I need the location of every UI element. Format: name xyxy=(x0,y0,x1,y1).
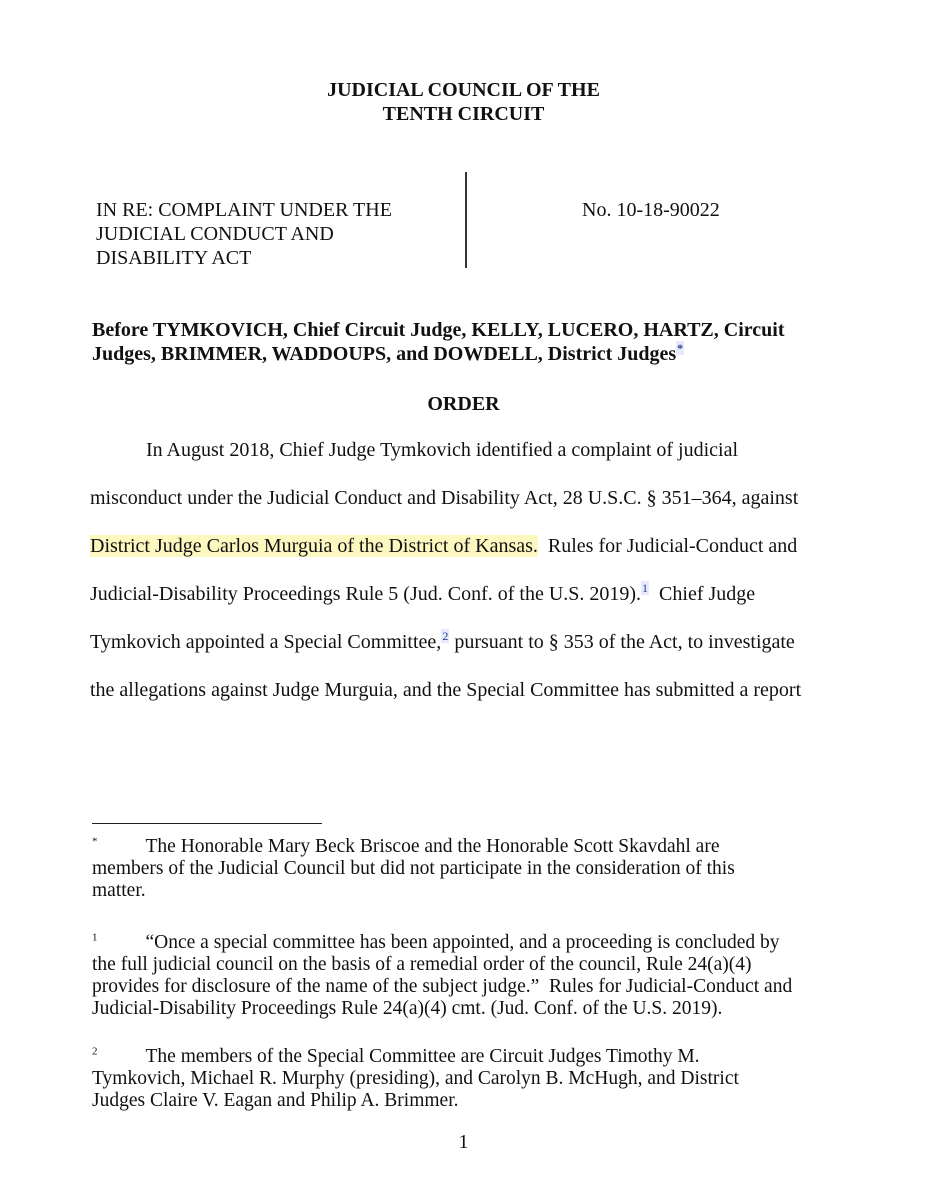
body-line-4 xyxy=(90,582,755,606)
case-caption xyxy=(96,198,436,270)
highlighted-judge-name[interactable]: District Judge Carlos Murguia of the District of Kansas. xyxy=(90,535,538,557)
court-title-line-2: TENTH CIRCUIT xyxy=(382,103,545,125)
footnote-text: “Once a special committee has been appointed, and a proceeding is concluded by xyxy=(145,932,780,953)
footnote-line xyxy=(92,1046,739,1068)
footnote-ref-star[interactable]: * xyxy=(677,341,684,356)
body-line-4-text: Judicial-Disability Proceedings Rule 5 (Jud. Conf. of the U.S. 2019). xyxy=(90,583,642,605)
body-line-2: misconduct under the Judicial Conduct and Disability Act, 28 U.S.C. § 351–364, against xyxy=(90,487,799,509)
footnote-line: matter. xyxy=(92,880,146,901)
docket-number: No. 10-18-90022 xyxy=(582,199,720,221)
order-title: ORDER xyxy=(427,393,500,415)
caption-divider xyxy=(465,172,467,268)
footnote-text: The Honorable Mary Beck Briscoe and the Honorable Scott Skavdahl are xyxy=(145,836,720,857)
footnote-line: the full judicial council on the basis of a remedial order of the council, Rule 24(a)(4) xyxy=(92,954,752,975)
footnote-line xyxy=(92,836,735,858)
footnote-2 xyxy=(92,1046,739,1112)
body-line-4-rest: Chief Judge xyxy=(649,583,756,605)
footnote-1 xyxy=(92,932,792,1020)
footnote-separator xyxy=(92,823,322,824)
footnote-line: Judges Claire V. Eagan and Philip A. Brimmer. xyxy=(92,1090,459,1111)
caption-line: IN RE: COMPLAINT UNDER THE xyxy=(96,199,392,221)
panel-line-1: Before TYMKOVICH, Chief Circuit Judge, KELLY, LUCERO, HARTZ, Circuit xyxy=(92,319,785,341)
footnote-line: Tymkovich, Michael R. Murphy (presiding), and Carolyn B. McHugh, and District xyxy=(92,1068,739,1089)
footnote-text: The members of the Special Committee are Circuit Judges Timothy M. xyxy=(145,1046,700,1067)
footnote-mark: * xyxy=(92,835,98,848)
panel-line-2 xyxy=(92,342,684,366)
body-line-6: the allegations against Judge Murguia, and the Special Committee has submitted a report xyxy=(90,679,802,701)
footnote-line: provides for disclosure of the name of the subject judge.” Rules for Judicial-Conduct and xyxy=(92,976,793,997)
body-line-5a: Tymkovich appointed a Special Committee, xyxy=(90,631,442,653)
body-line-3 xyxy=(90,534,797,558)
footnote-line: members of the Judicial Council but did not participate in the consideration of this xyxy=(92,858,735,879)
footnote-mark: 1 xyxy=(92,931,98,944)
footnote-star xyxy=(92,836,735,902)
body-line-5 xyxy=(90,630,795,654)
body-line-1: In August 2018, Chief Judge Tymkovich identified a complaint of judicial xyxy=(146,439,739,461)
court-title-line-1: JUDICIAL COUNCIL OF THE xyxy=(327,79,600,101)
body-line-5b: pursuant to § 353 of the Act, to investigate xyxy=(449,631,795,653)
body-line-3-rest: Rules for Judicial-Conduct and xyxy=(537,535,798,557)
footnote-ref-1[interactable]: 1 xyxy=(642,581,649,596)
footnote-line xyxy=(92,932,792,954)
caption-line: JUDICIAL CONDUCT AND xyxy=(96,223,334,245)
panel-line-2-text: Judges, BRIMMER, WADDOUPS, and DOWDELL, District Judges xyxy=(92,343,677,365)
page-number: 1 xyxy=(458,1131,469,1153)
footnote-mark: 2 xyxy=(92,1045,98,1058)
caption-line: DISABILITY ACT xyxy=(96,247,252,269)
footnote-line: Judicial-Disability Proceedings Rule 24(a)(4) cmt. (Jud. Conf. of the U.S. 2019). xyxy=(92,998,723,1019)
footnote-ref-2[interactable]: 2 xyxy=(442,629,449,644)
